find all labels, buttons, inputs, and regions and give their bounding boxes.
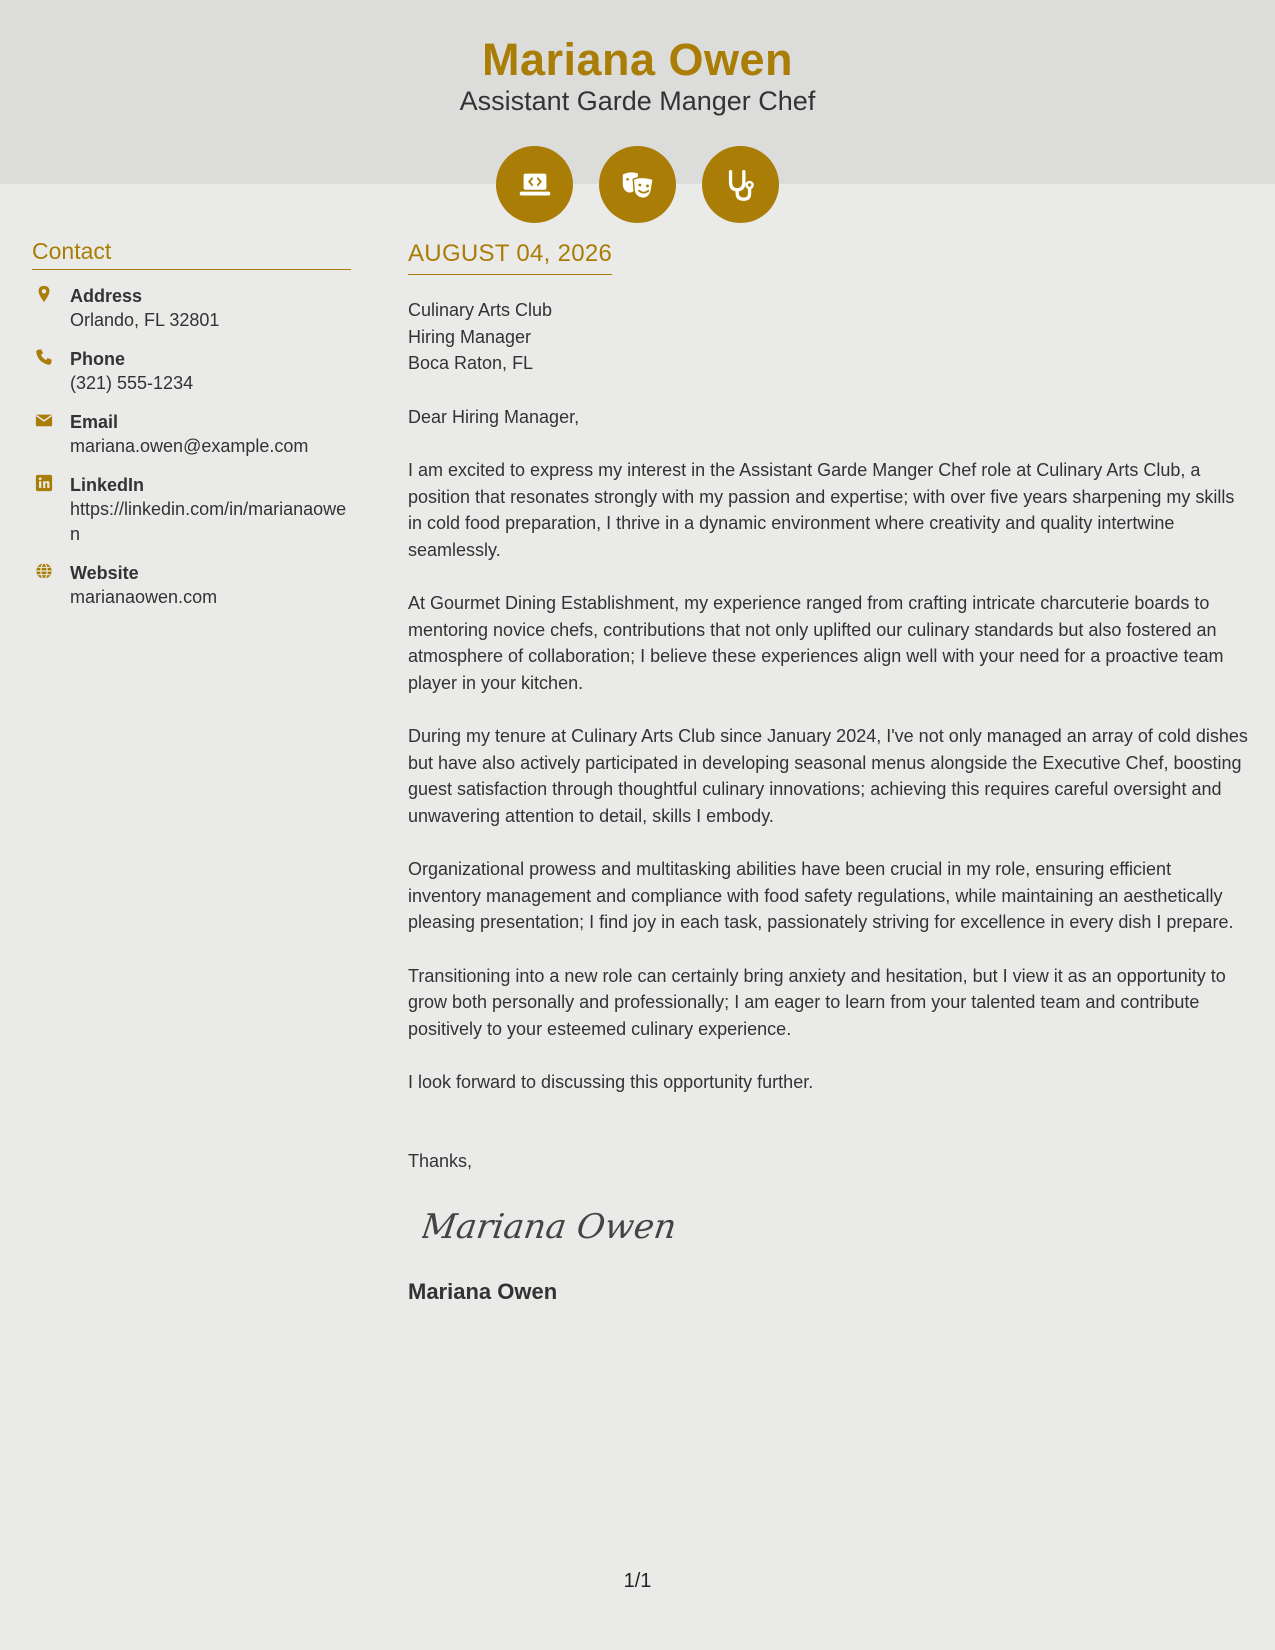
laptop-code-icon	[496, 146, 573, 223]
contact-address	[32, 284, 351, 333]
signature-script: Mariana Owen	[422, 1207, 679, 1247]
address-value: Orlando, FL 32801	[70, 310, 220, 330]
linkedin-label: LinkedIn	[70, 475, 145, 495]
paragraph-1: I am excited to express my interest in the Assistant Garde Manger Chef role at Culinary Arts Club, a position that resonates strongly with my passion and expertise; with over five years sharpening my skills in cold food preparation, I thrive in a dynamic environment where creativity and quality intertwine seamlessly.	[408, 460, 1235, 560]
linkedin-icon	[32, 473, 70, 547]
phone-label: Phone	[70, 349, 126, 369]
paragraph-6: I look forward to discussing this opportunity further.	[408, 1072, 814, 1092]
contact-phone	[32, 347, 351, 396]
website-value[interactable]: marianaowen.com	[70, 587, 218, 607]
applicant-role: Assistant Garde Manger Chef	[459, 86, 816, 116]
applicant-name: Mariana Owen	[481, 34, 794, 85]
contact-linkedin	[32, 473, 351, 547]
letter-date: AUGUST 04, 2026	[408, 240, 612, 275]
stethoscope-icon	[702, 146, 779, 223]
recipient-company: Culinary Arts Club	[408, 300, 553, 320]
website-label: Website	[70, 563, 139, 583]
contact-email	[32, 410, 351, 459]
signature-image	[422, 1196, 682, 1254]
linkedin-value[interactable]: https://linkedin.com/in/marianaowen	[70, 499, 347, 544]
paragraph-2: At Gourmet Dining Establishment, my experience ranged from crafting intricate charcuterie boards to mentoring novice chefs, contributions that not only uplifted our culinary standards but also fostered an atmosphere of collaboration; I believe these experiences align well with your need for a proactive team player in your kitchen.	[408, 593, 1224, 693]
map-pin-icon	[32, 284, 70, 333]
contact-sidebar	[32, 238, 351, 610]
recipient-block	[408, 297, 1248, 377]
interest-icons	[496, 146, 779, 223]
paragraph-5: Transitioning into a new role can certainly bring anxiety and hesitation, but I view it as an opportunity to grow both personally and professionally; I am eager to learn from your talented team and contribute positively to your esteemed culinary experience.	[408, 965, 1226, 1039]
phone-icon	[32, 347, 70, 396]
globe-icon	[32, 561, 70, 610]
contact-title: Contact	[32, 238, 351, 270]
salutation: Dear Hiring Manager,	[408, 406, 580, 427]
recipient-location: Boca Raton, FL	[408, 353, 534, 373]
email-value[interactable]: mariana.owen@example.com	[70, 436, 309, 456]
email-label: Email	[70, 412, 119, 432]
paragraph-3: During my tenure at Culinary Arts Club since January 2024, I've not only managed an array of cold dishes but have also actively participated in developing seasonal menus alongside the Executive Chef, boosting guest satisfaction through thoughtful culinary innovations; achieving this requires careful oversight and unwavering attention to detail, skills I embody.	[408, 726, 1248, 826]
envelope-icon	[32, 410, 70, 459]
theater-masks-icon	[599, 146, 676, 223]
recipient-title: Hiring Manager	[408, 326, 532, 347]
paragraph-4: Organizational prowess and multitasking abilities have been crucial in my role, ensuring efficient inventory management and compliance with food safety regulations, while maintaining an aesthetically pleasing presentation; I find joy in each task, passionately striving for excellence in every dish I prepare.	[408, 859, 1234, 932]
signer-name: Mariana Owen	[408, 1279, 558, 1304]
address-label: Address	[70, 286, 143, 306]
closing: Thanks,	[408, 1150, 473, 1171]
page-number: 1/1	[623, 1570, 652, 1592]
letter-body	[408, 240, 1248, 1305]
contact-website	[32, 561, 351, 610]
phone-value: (321) 555-1234	[70, 373, 194, 393]
